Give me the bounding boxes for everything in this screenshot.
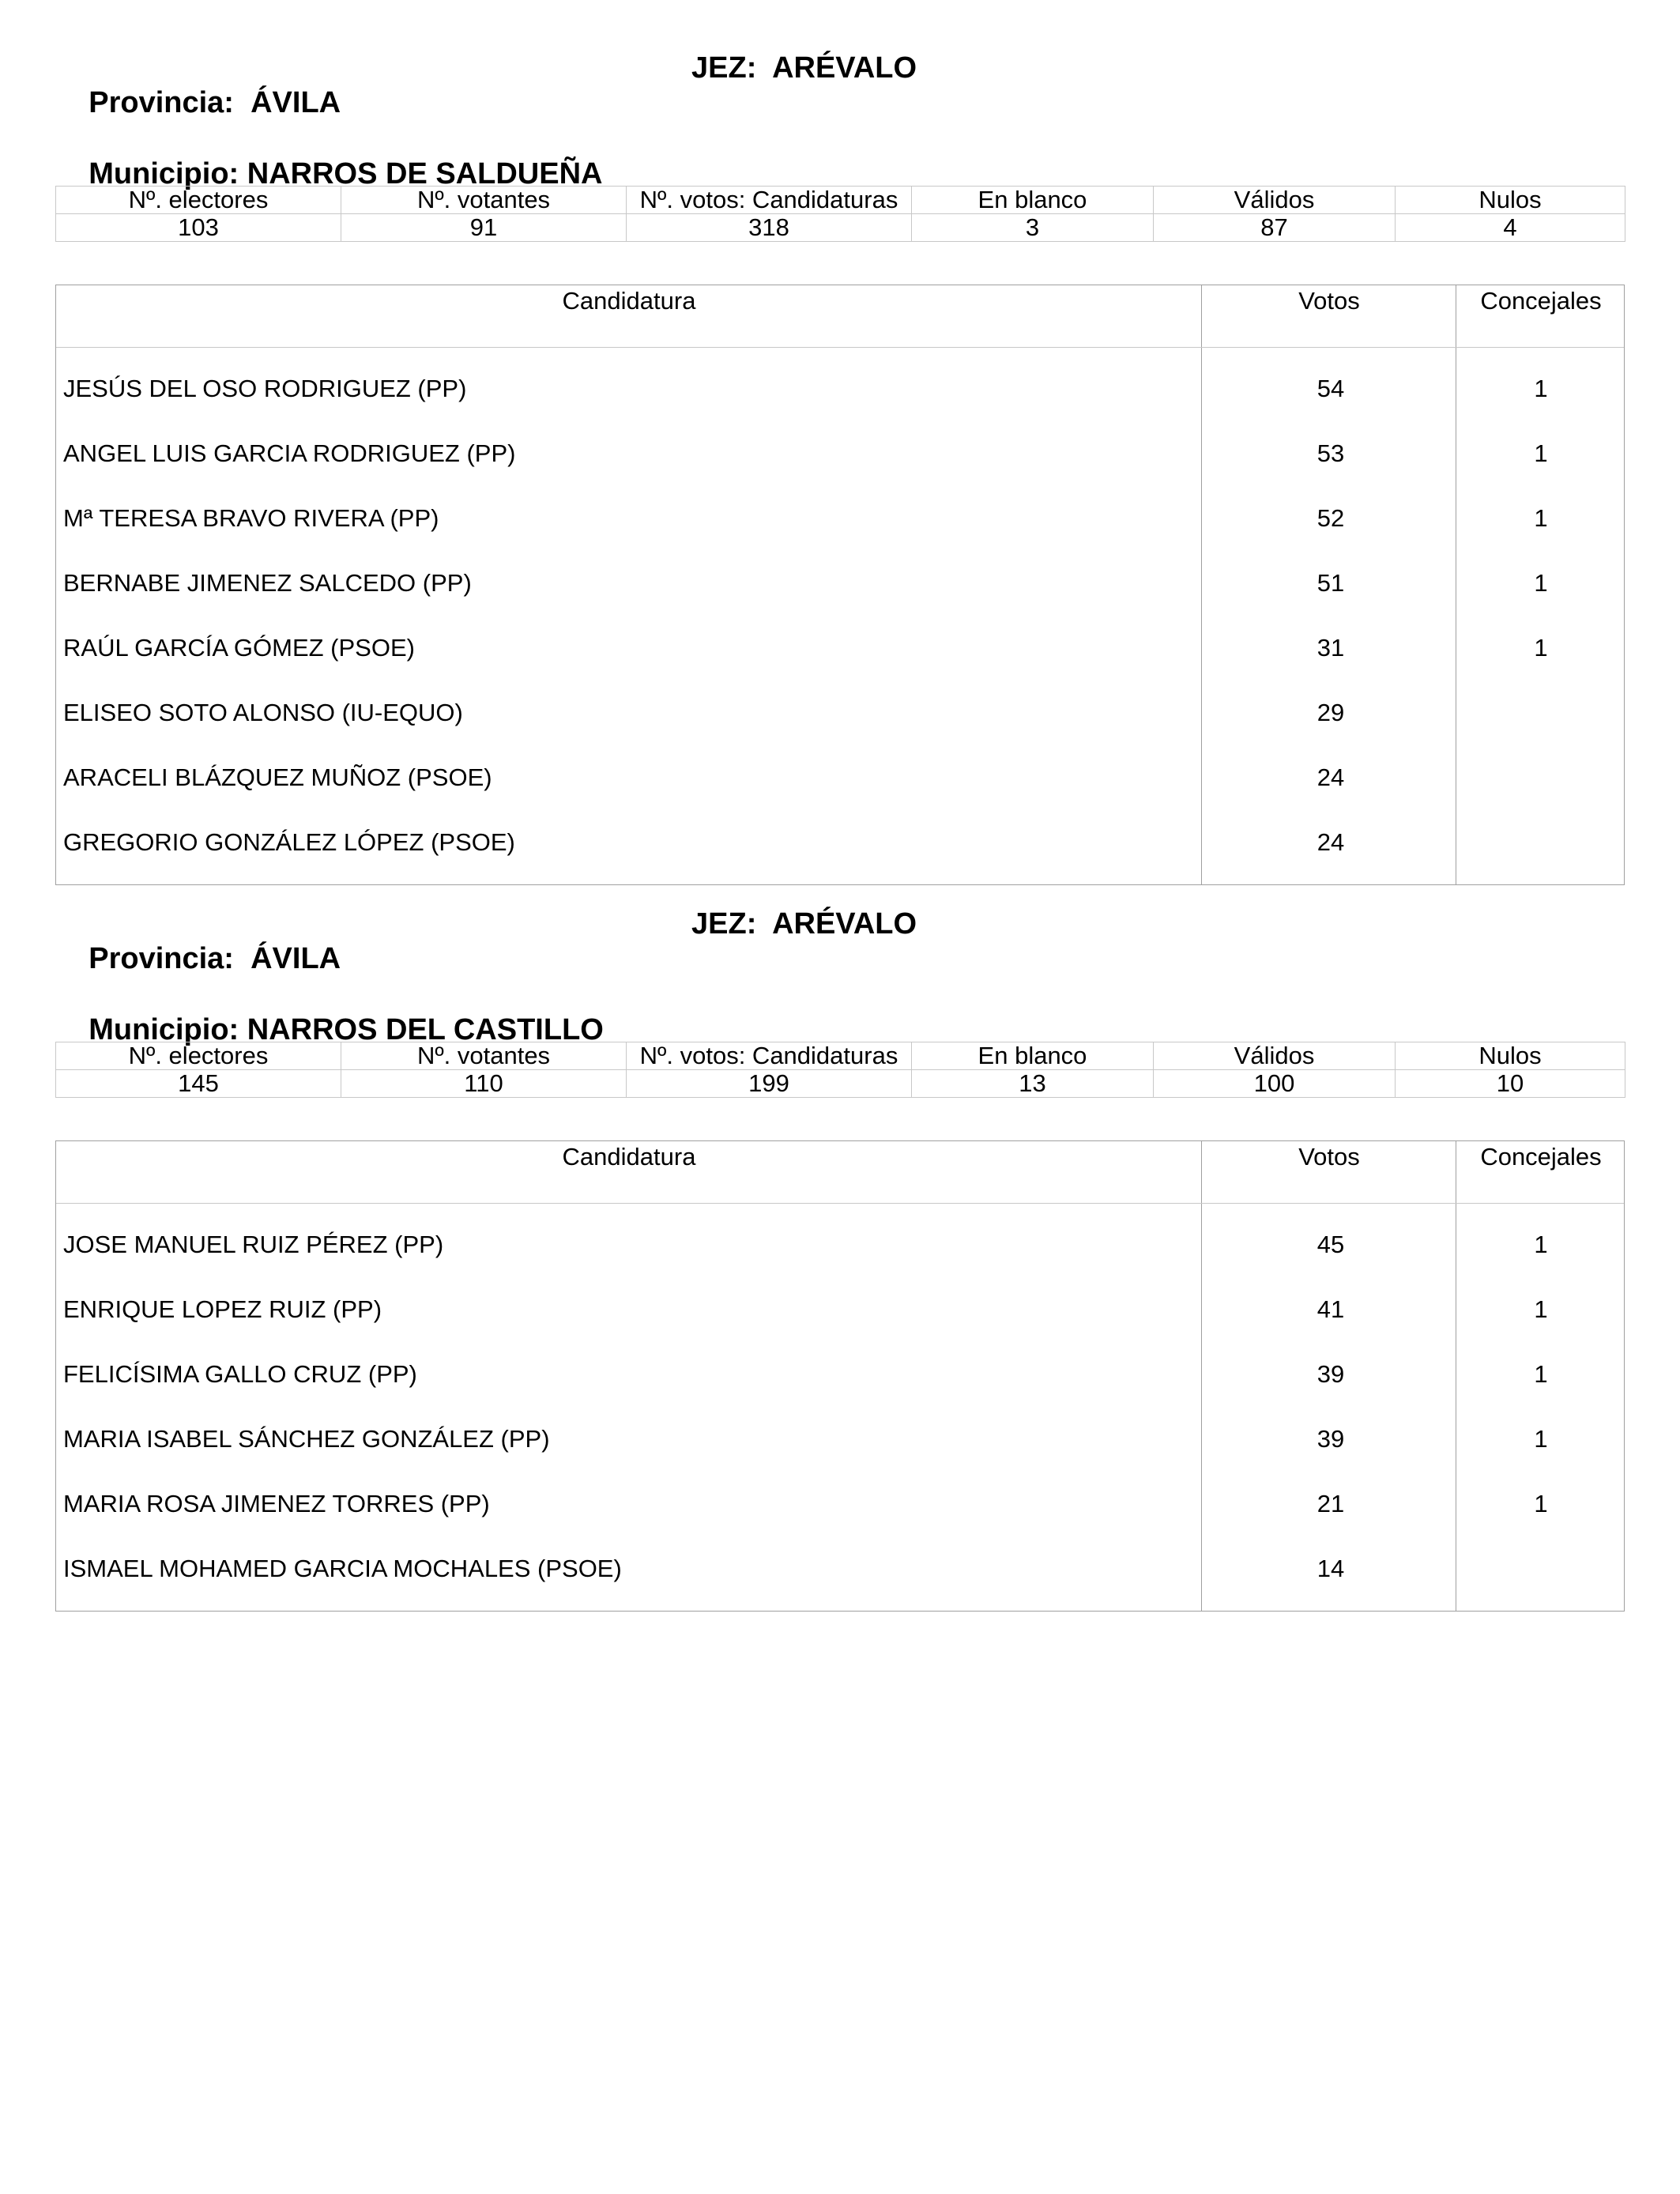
candidate-name: GREGORIO GONZÁLEZ LÓPEZ (PSOE): [63, 828, 515, 856]
province-value: ÁVILA: [250, 86, 341, 119]
candidate-councillors: 1: [1534, 504, 1548, 532]
candidate-name: BERNABE JIMENEZ SALCEDO (PP): [63, 569, 472, 597]
header-votos: Votos: [1298, 1143, 1360, 1171]
summary-value-validos: 100: [1154, 1070, 1396, 1098]
municipality-label: Municipio:: [89, 1013, 239, 1046]
jez-value: ARÉVALO: [772, 51, 917, 85]
summary-value-en-blanco: 13: [912, 1070, 1154, 1098]
municipality-value: NARROS DEL CASTILLO: [247, 1013, 604, 1046]
header-candidatura: Candidatura: [562, 287, 696, 315]
summary-value-votantes: 91: [341, 214, 627, 242]
candidate-votes: 29: [1317, 699, 1345, 726]
jez-label: JEZ:: [691, 51, 757, 85]
table-row: [56, 366, 1624, 431]
table-row: [56, 496, 1624, 560]
table-row: [56, 1222, 1624, 1287]
candidate-councillors: 1: [1534, 375, 1548, 402]
municipality-value: NARROS DE SALDUEÑA: [247, 157, 603, 190]
candidates-header-row: [56, 285, 1624, 348]
candidate-name: JOSE MANUEL RUIZ PÉREZ (PP): [63, 1231, 444, 1258]
summary-header-electores: Nº. electores: [56, 187, 341, 214]
jez-line: [691, 907, 917, 941]
candidate-votes: 24: [1317, 828, 1345, 856]
candidate-name: MARIA ISABEL SÁNCHEZ GONZÁLEZ (PP): [63, 1425, 550, 1453]
summary-value-votantes: 110: [341, 1070, 627, 1098]
summary-header-votos-candidaturas: Nº. votos: Candidaturas: [627, 1042, 912, 1070]
candidate-votes: 54: [1317, 375, 1345, 402]
table-row: [56, 820, 1624, 884]
jez-label: JEZ:: [691, 907, 757, 941]
summary-value-votos-candidaturas: 318: [627, 214, 912, 242]
candidate-votes: 24: [1317, 763, 1345, 791]
jez-line: [691, 51, 917, 85]
table-row: [56, 690, 1624, 755]
candidate-name: ANGEL LUIS GARCIA RODRIGUEZ (PP): [63, 439, 516, 467]
candidate-name: MARIA ROSA JIMENEZ TORRES (PP): [63, 1490, 490, 1517]
summary-header-votos-candidaturas: Nº. votos: Candidaturas: [627, 187, 912, 214]
summary-value-validos: 87: [1154, 214, 1396, 242]
summary-value-en-blanco: 3: [912, 214, 1154, 242]
candidate-name: FELICÍSIMA GALLO CRUZ (PP): [63, 1360, 417, 1388]
summary-header-row: [56, 187, 1625, 214]
candidate-name: ENRIQUE LOPEZ RUIZ (PP): [63, 1295, 382, 1323]
candidate-votes: 39: [1317, 1425, 1345, 1453]
candidates-table: [55, 285, 1625, 885]
candidate-councillors: 1: [1534, 1425, 1548, 1453]
candidate-votes: 45: [1317, 1231, 1345, 1258]
table-row: [56, 1416, 1624, 1481]
header-candidatura: Candidatura: [562, 1143, 696, 1171]
candidate-name: ISMAEL MOHAMED GARCIA MOCHALES (PSOE): [63, 1555, 622, 1582]
summary-value-row: [56, 214, 1625, 242]
summary-header-en-blanco: En blanco: [912, 187, 1154, 214]
candidate-votes: 53: [1317, 439, 1345, 467]
candidate-name: ARACELI BLÁZQUEZ MUÑOZ (PSOE): [63, 763, 492, 791]
municipality-label: Municipio:: [89, 157, 239, 190]
province-label: Provincia:: [89, 942, 234, 975]
candidate-councillors: 1: [1534, 439, 1548, 467]
header-concejales: Concejales: [1480, 1143, 1602, 1171]
candidate-councillors: 1: [1534, 1295, 1548, 1323]
candidate-votes: 21: [1317, 1490, 1345, 1517]
candidate-name: ELISEO SOTO ALONSO (IU-EQUO): [63, 699, 463, 726]
header-concejales: Concejales: [1480, 287, 1602, 315]
header-votos: Votos: [1298, 287, 1360, 315]
summary-table: [55, 186, 1625, 242]
table-row: [56, 625, 1624, 690]
table-row: [56, 1351, 1624, 1416]
table-row: [56, 1481, 1624, 1546]
summary-value-nulos: 4: [1396, 214, 1625, 242]
candidates-table: [55, 1140, 1625, 1612]
summary-value-row: [56, 1070, 1625, 1098]
table-row: [56, 1287, 1624, 1351]
table-row: [56, 560, 1624, 625]
candidates-body: [56, 348, 1624, 884]
summary-header-validos: Válidos: [1154, 187, 1396, 214]
candidate-votes: 41: [1317, 1295, 1345, 1323]
candidate-councillors: 1: [1534, 1490, 1548, 1517]
candidates-header-row: [56, 1141, 1624, 1204]
summary-header-electores: Nº. electores: [56, 1042, 341, 1070]
summary-header-votantes: Nº. votantes: [341, 1042, 627, 1070]
candidate-votes: 31: [1317, 634, 1345, 662]
jez-value: ARÉVALO: [772, 907, 917, 941]
candidate-councillors: 1: [1534, 634, 1548, 662]
summary-value-electores: 103: [56, 214, 341, 242]
summary-value-nulos: 10: [1396, 1070, 1625, 1098]
summary-value-electores: 145: [56, 1070, 341, 1098]
table-row: [56, 755, 1624, 820]
summary-header-votantes: Nº. votantes: [341, 187, 627, 214]
summary-header-nulos: Nulos: [1396, 1042, 1625, 1070]
candidates-body: [56, 1204, 1624, 1611]
candidate-votes: 52: [1317, 504, 1345, 532]
candidate-name: RAÚL GARCÍA GÓMEZ (PSOE): [63, 634, 415, 662]
table-row: [56, 1546, 1624, 1611]
candidate-name: JESÚS DEL OSO RODRIGUEZ (PP): [63, 375, 467, 402]
candidate-councillors: 1: [1534, 1360, 1548, 1388]
province-label: Provincia:: [89, 86, 234, 119]
summary-header-row: [56, 1042, 1625, 1070]
province-value: ÁVILA: [250, 942, 341, 975]
candidate-name: Mª TERESA BRAVO RIVERA (PP): [63, 504, 439, 532]
candidate-councillors: 1: [1534, 1231, 1548, 1258]
candidate-votes: 39: [1317, 1360, 1345, 1388]
table-row: [56, 431, 1624, 496]
summary-table: [55, 1042, 1625, 1098]
candidate-votes: 51: [1317, 569, 1345, 597]
summary-header-validos: Válidos: [1154, 1042, 1396, 1070]
summary-header-en-blanco: En blanco: [912, 1042, 1154, 1070]
summary-value-votos-candidaturas: 199: [627, 1070, 912, 1098]
candidate-votes: 14: [1317, 1555, 1345, 1582]
candidate-councillors: 1: [1534, 569, 1548, 597]
summary-header-nulos: Nulos: [1396, 187, 1625, 214]
